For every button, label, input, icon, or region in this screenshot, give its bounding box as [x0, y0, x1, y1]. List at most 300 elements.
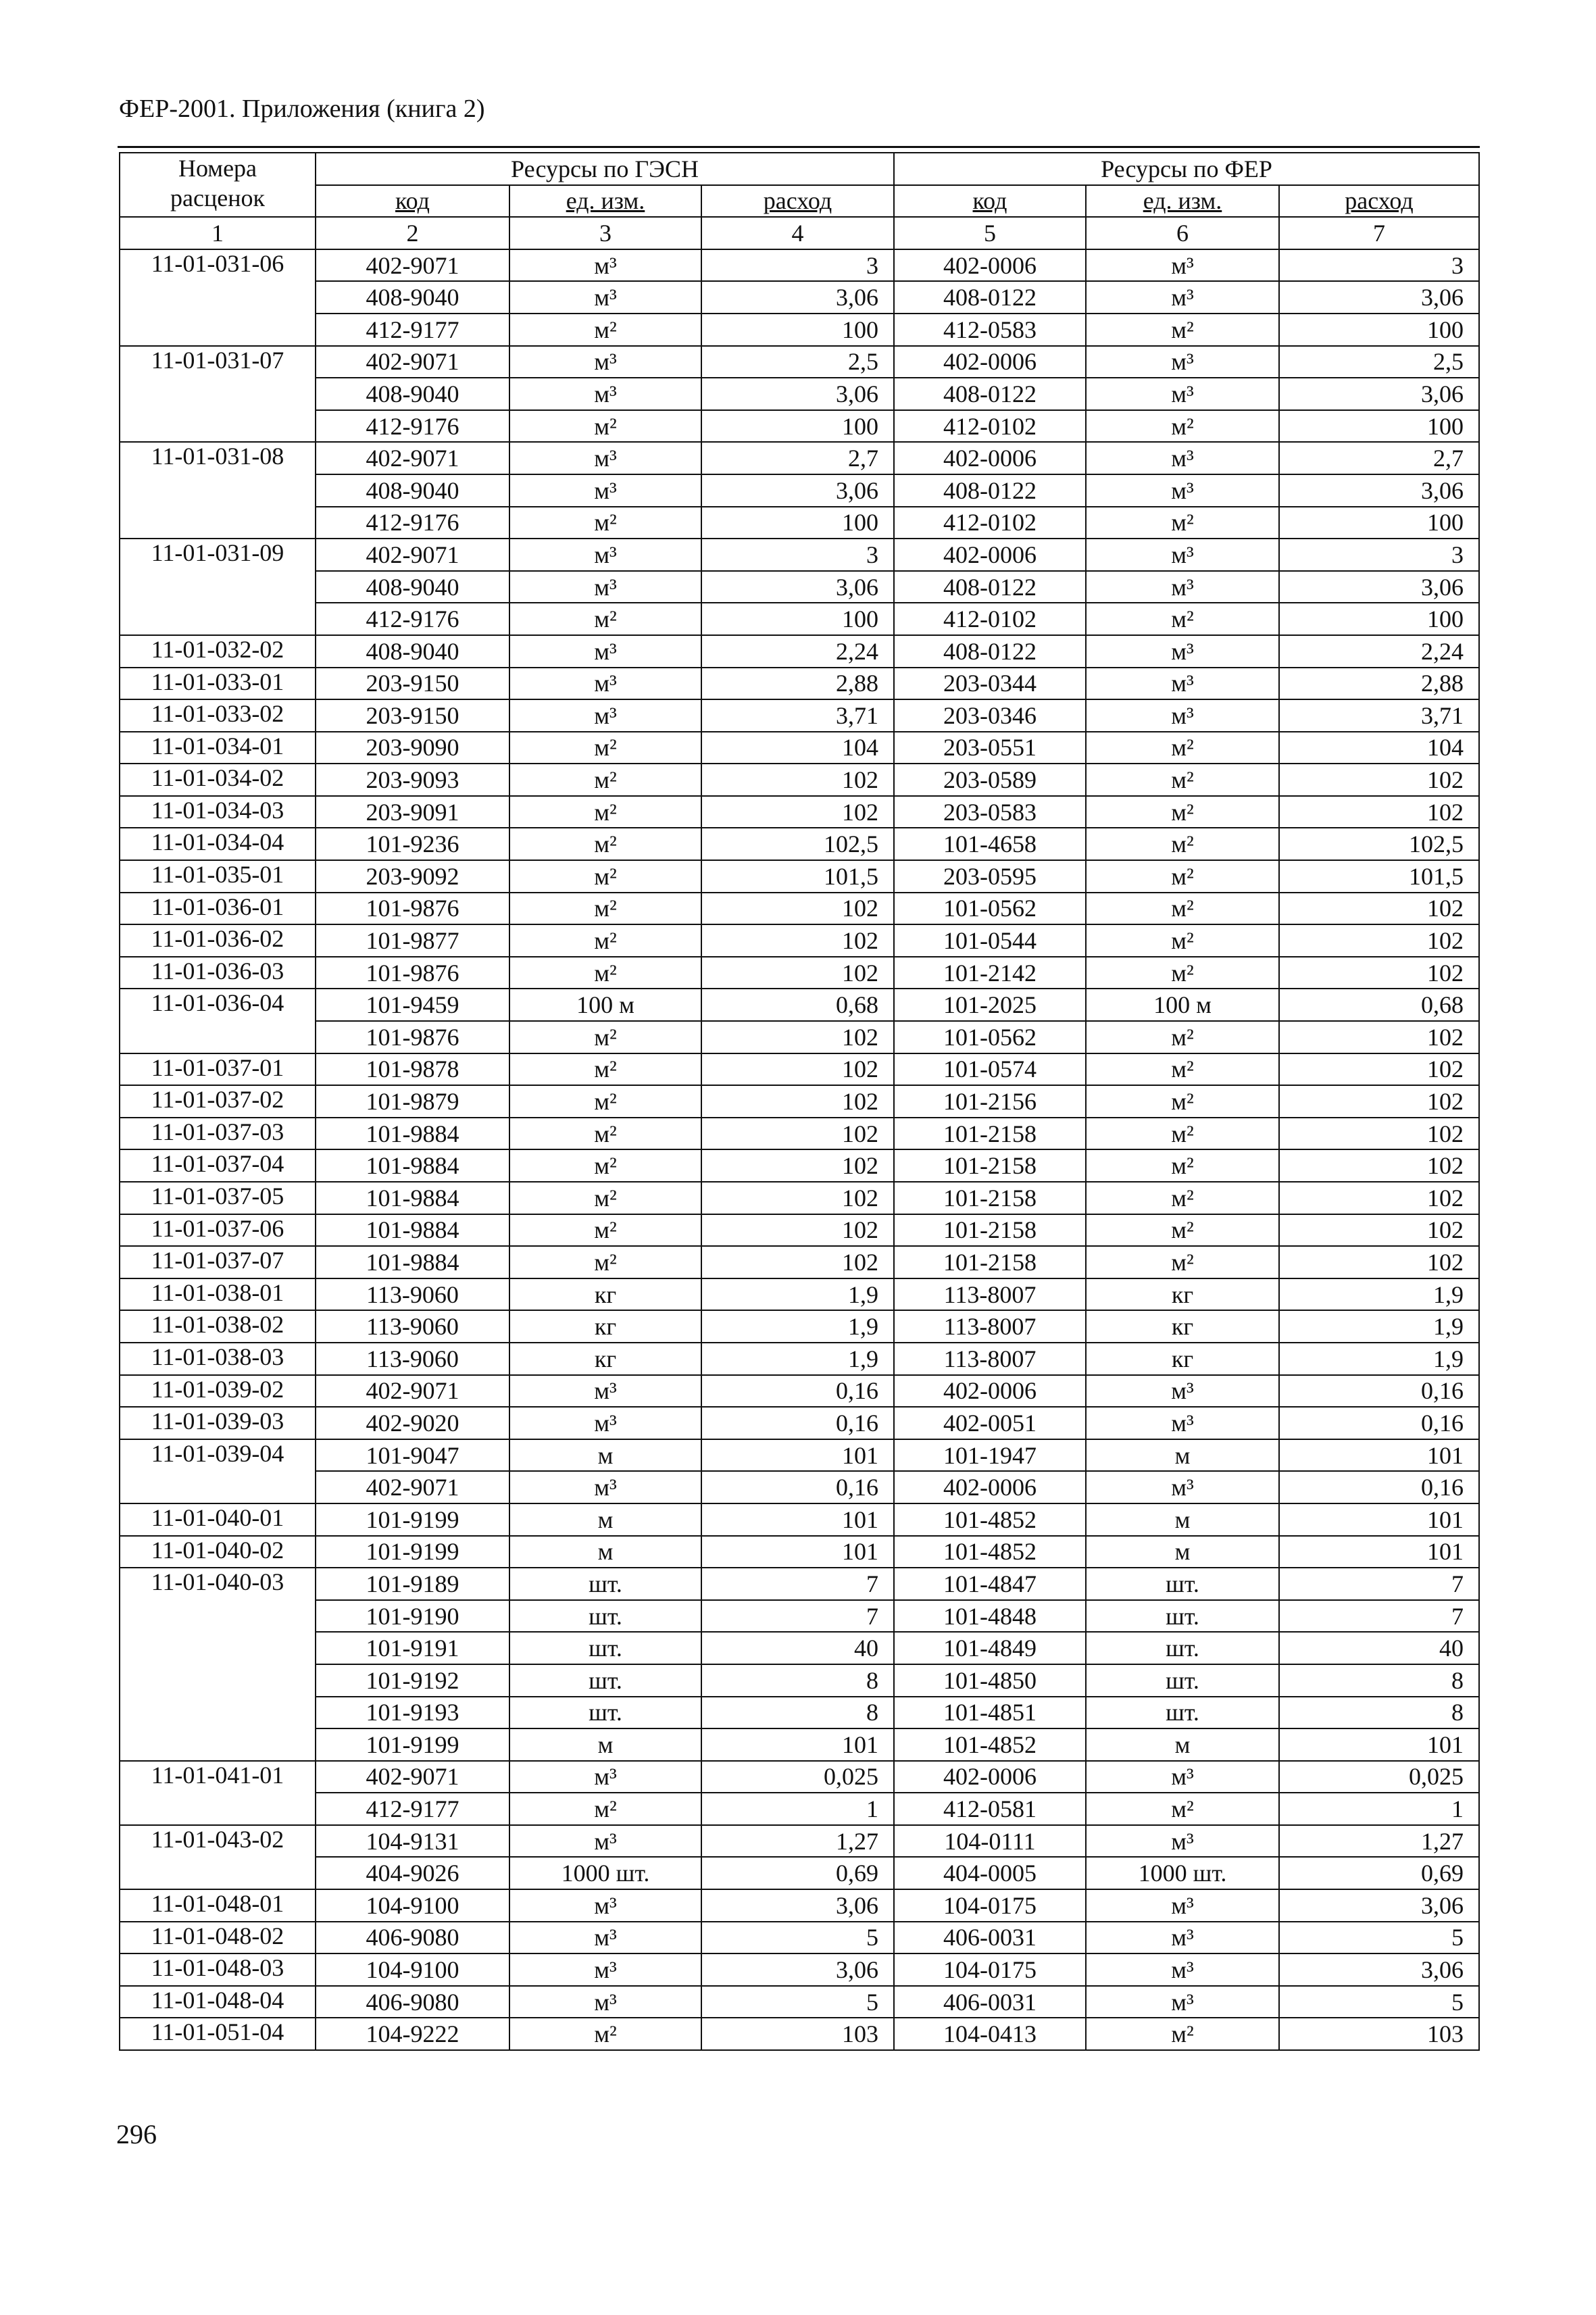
fer-consumption-cell: 0,16 — [1279, 1375, 1479, 1408]
table-row — [120, 1793, 1479, 1825]
fer-unit-cell: 1000 шт. — [1086, 1857, 1279, 1889]
gesn-consumption-cell: 102 — [701, 1085, 894, 1118]
fer-code-cell: 402-0006 — [894, 1761, 1086, 1793]
fer-unit-cell: м² — [1086, 860, 1279, 893]
gesn-code-cell: 408-9040 — [316, 378, 509, 410]
gesn-code-cell: 101-9236 — [316, 828, 509, 860]
fer-code-cell: 412-0583 — [894, 314, 1086, 346]
gesn-unit-cell: м³ — [509, 1375, 701, 1408]
fer-unit-cell: м³ — [1086, 442, 1279, 474]
gesn-consumption-cell: 102 — [701, 1182, 894, 1214]
gesn-consumption-cell: 102 — [701, 924, 894, 957]
fer-code-cell: 101-4848 — [894, 1600, 1086, 1633]
gesn-unit-cell: м³ — [509, 1889, 701, 1922]
fer-consumption-cell: 0,16 — [1279, 1407, 1479, 1439]
table-row — [120, 314, 1479, 346]
gesn-consumption-cell: 102 — [701, 1214, 894, 1247]
fer-consumption-cell: 101 — [1279, 1439, 1479, 1472]
rate-number-cell: 11-01-040-03 — [120, 1568, 316, 1761]
table-row — [120, 1053, 1479, 1086]
gesn-code-cell: 101-9199 — [316, 1536, 509, 1568]
gesn-consumption-cell: 100 — [701, 314, 894, 346]
fer-code-cell: 412-0102 — [894, 507, 1086, 539]
fer-code-cell: 408-0122 — [894, 635, 1086, 668]
gesn-code-cell: 203-9092 — [316, 860, 509, 893]
gesn-consumption-cell: 101,5 — [701, 860, 894, 893]
table-row — [120, 1118, 1479, 1150]
fer-consumption-cell: 102 — [1279, 1246, 1479, 1278]
fer-consumption-cell: 100 — [1279, 410, 1479, 443]
fer-code-cell: 101-0544 — [894, 924, 1086, 957]
gesn-code-cell: 104-9131 — [316, 1825, 509, 1858]
fer-code-cell: 101-4658 — [894, 828, 1086, 860]
table-row — [120, 1182, 1479, 1214]
fer-consumption-cell: 1,9 — [1279, 1310, 1479, 1343]
gesn-unit-cell: м³ — [509, 1986, 701, 2018]
table-row — [120, 442, 1479, 474]
gesn-unit-cell: 100 м — [509, 989, 701, 1021]
fer-code-cell: 101-2142 — [894, 957, 1086, 989]
gesn-unit-cell: м³ — [509, 249, 701, 282]
gesn-code-cell: 101-9191 — [316, 1632, 509, 1664]
gesn-code-cell: 113-9060 — [316, 1310, 509, 1343]
fer-consumption-cell: 1,9 — [1279, 1278, 1479, 1311]
fer-code-cell: 101-4850 — [894, 1664, 1086, 1697]
fer-code-cell: 402-0006 — [894, 249, 1086, 282]
fer-consumption-cell: 102 — [1279, 1085, 1479, 1118]
rate-number-cell: 11-01-031-08 — [120, 442, 316, 539]
table-row — [120, 1857, 1479, 1889]
gesn-consumption-cell: 102 — [701, 764, 894, 796]
table-row — [120, 893, 1479, 925]
gesn-code-cell: 203-9090 — [316, 732, 509, 764]
rate-number-cell: 11-01-038-01 — [120, 1278, 316, 1311]
table-row — [120, 668, 1479, 700]
gesn-code-cell: 412-9176 — [316, 410, 509, 443]
fer-code-cell: 101-0562 — [894, 1021, 1086, 1053]
rate-number-cell: 11-01-037-02 — [120, 1085, 316, 1118]
fer-unit-cell: кг — [1086, 1343, 1279, 1375]
fer-code-cell: 406-0031 — [894, 1986, 1086, 2018]
fer-unit-cell: м³ — [1086, 668, 1279, 700]
rate-number-cell: 11-01-031-09 — [120, 539, 316, 635]
fer-code-cell: 412-0581 — [894, 1793, 1086, 1825]
rate-number-cell: 11-01-037-03 — [120, 1118, 316, 1150]
gesn-consumption-cell: 3,06 — [701, 1889, 894, 1922]
gesn-code-cell: 101-9876 — [316, 1021, 509, 1053]
fer-unit-cell: м³ — [1086, 474, 1279, 507]
gesn-consumption-cell: 2,88 — [701, 668, 894, 700]
table-row — [120, 539, 1479, 571]
table-row — [120, 1503, 1479, 1536]
gesn-code-cell: 412-9177 — [316, 314, 509, 346]
fer-consumption-cell: 3,06 — [1279, 571, 1479, 603]
fer-code-cell: 203-0589 — [894, 764, 1086, 796]
fer-consumption-cell: 7 — [1279, 1568, 1479, 1600]
fer-code-cell: 101-4851 — [894, 1697, 1086, 1729]
table-row — [120, 732, 1479, 764]
gesn-consumption-cell: 103 — [701, 2018, 894, 2050]
gesn-consumption-cell: 1,9 — [701, 1343, 894, 1375]
table-row — [120, 1761, 1479, 1793]
gesn-code-cell: 402-9071 — [316, 346, 509, 378]
fer-code-cell: 104-0111 — [894, 1825, 1086, 1858]
table-body — [120, 249, 1479, 2050]
fer-unit-cell: м — [1086, 1439, 1279, 1472]
gesn-consumption-cell: 3,06 — [701, 1953, 894, 1986]
gesn-consumption-cell: 5 — [701, 1922, 894, 1954]
rate-number-cell: 11-01-037-04 — [120, 1149, 316, 1182]
gesn-unit-cell: м² — [509, 828, 701, 860]
header-rule — [118, 146, 1480, 148]
table-row — [120, 571, 1479, 603]
rate-number-cell: 11-01-043-02 — [120, 1825, 316, 1889]
fer-consumption-cell: 102 — [1279, 924, 1479, 957]
fer-code-cell: 408-0122 — [894, 378, 1086, 410]
fer-unit-cell: м³ — [1086, 378, 1279, 410]
rate-number-cell: 11-01-040-01 — [120, 1503, 316, 1536]
rate-number-cell: 11-01-039-02 — [120, 1375, 316, 1408]
gesn-code-cell: 408-9040 — [316, 281, 509, 314]
gesn-consumption-header: расход — [701, 185, 894, 218]
gesn-unit-cell: м² — [509, 1214, 701, 1247]
fer-consumption-cell: 102,5 — [1279, 828, 1479, 860]
table-row — [120, 378, 1479, 410]
fer-code-cell: 101-4847 — [894, 1568, 1086, 1600]
fer-consumption-cell: 102 — [1279, 764, 1479, 796]
resources-table — [119, 152, 1480, 2051]
gesn-unit-cell: м² — [509, 732, 701, 764]
fer-consumption-cell: 3,06 — [1279, 1889, 1479, 1922]
column-number: 2 — [316, 217, 509, 249]
gesn-consumption-cell: 0,69 — [701, 1857, 894, 1889]
fer-consumption-cell: 102 — [1279, 893, 1479, 925]
column-number: 3 — [509, 217, 701, 249]
gesn-unit-cell: м³ — [509, 378, 701, 410]
fer-consumption-cell: 2,88 — [1279, 668, 1479, 700]
rate-number-cell: 11-01-051-04 — [120, 2018, 316, 2050]
table-row — [120, 1922, 1479, 1954]
fer-consumption-cell: 102 — [1279, 1149, 1479, 1182]
fer-consumption-cell: 104 — [1279, 732, 1479, 764]
rate-number-cell: 11-01-048-04 — [120, 1986, 316, 2018]
gesn-consumption-cell: 1,9 — [701, 1310, 894, 1343]
fer-unit-cell: м³ — [1086, 1986, 1279, 2018]
rate-number-cell: 11-01-036-03 — [120, 957, 316, 989]
gesn-consumption-cell: 0,16 — [701, 1471, 894, 1503]
gesn-consumption-cell: 100 — [701, 603, 894, 635]
gesn-consumption-cell: 102 — [701, 796, 894, 828]
gesn-consumption-cell: 101 — [701, 1503, 894, 1536]
fer-consumption-cell: 102 — [1279, 1021, 1479, 1053]
rate-number-cell: 11-01-036-01 — [120, 893, 316, 925]
column-number: 1 — [120, 217, 316, 249]
gesn-unit-cell: м³ — [509, 474, 701, 507]
rate-number-cell: 11-01-040-02 — [120, 1536, 316, 1568]
gesn-unit-cell: м² — [509, 796, 701, 828]
gesn-code-cell: 101-9190 — [316, 1600, 509, 1633]
fer-consumption-cell: 101,5 — [1279, 860, 1479, 893]
gesn-consumption-cell: 102 — [701, 1246, 894, 1278]
gesn-unit-cell: м² — [509, 1118, 701, 1150]
fer-code-cell: 203-0344 — [894, 668, 1086, 700]
rate-number-cell: 11-01-037-05 — [120, 1182, 316, 1214]
fer-consumption-cell: 102 — [1279, 1182, 1479, 1214]
gesn-unit-cell: м³ — [509, 1922, 701, 1954]
fer-unit-cell: шт. — [1086, 1600, 1279, 1633]
gesn-code-cell: 402-9071 — [316, 539, 509, 571]
gesn-code-cell: 113-9060 — [316, 1278, 509, 1311]
fer-consumption-cell: 3,06 — [1279, 1953, 1479, 1986]
gesn-code-cell: 101-9879 — [316, 1085, 509, 1118]
gesn-code-cell: 203-9150 — [316, 699, 509, 732]
fer-code-cell: 406-0031 — [894, 1922, 1086, 1954]
fer-consumption-cell: 2,5 — [1279, 346, 1479, 378]
gesn-code-cell: 412-9176 — [316, 603, 509, 635]
gesn-unit-cell: шт. — [509, 1568, 701, 1600]
fer-unit-cell: м² — [1086, 893, 1279, 925]
fer-code-cell: 101-2158 — [894, 1214, 1086, 1247]
table-header — [120, 153, 1479, 249]
fer-code-cell: 402-0051 — [894, 1407, 1086, 1439]
gesn-code-cell: 101-9199 — [316, 1503, 509, 1536]
fer-consumption-cell: 5 — [1279, 1986, 1479, 2018]
gesn-unit-cell: м² — [509, 860, 701, 893]
gesn-unit-cell: м — [509, 1439, 701, 1472]
gesn-unit-cell: м³ — [509, 1761, 701, 1793]
fer-unit-cell: м³ — [1086, 281, 1279, 314]
table-row — [120, 1600, 1479, 1633]
table-row — [120, 1439, 1479, 1472]
fer-consumption-cell: 100 — [1279, 603, 1479, 635]
fer-consumption-cell: 0,68 — [1279, 989, 1479, 1021]
fer-unit-cell: м³ — [1086, 1375, 1279, 1408]
table-row — [120, 699, 1479, 732]
fer-code-cell: 101-2156 — [894, 1085, 1086, 1118]
fer-code-cell: 402-0006 — [894, 1375, 1086, 1408]
rate-number-cell: 11-01-036-04 — [120, 989, 316, 1053]
table-row — [120, 1536, 1479, 1568]
column-number: 4 — [701, 217, 894, 249]
rate-number-cell: 11-01-034-03 — [120, 796, 316, 828]
gesn-consumption-cell: 2,7 — [701, 442, 894, 474]
fer-unit-cell: м³ — [1086, 1407, 1279, 1439]
fer-code-cell: 101-4852 — [894, 1536, 1086, 1568]
table-row — [120, 281, 1479, 314]
fer-unit-cell: м² — [1086, 1182, 1279, 1214]
table-row — [120, 1728, 1479, 1761]
fer-consumption-cell: 0,16 — [1279, 1471, 1479, 1503]
gesn-consumption-cell: 1,9 — [701, 1278, 894, 1311]
table-row — [120, 828, 1479, 860]
table-row — [120, 1632, 1479, 1664]
fer-code-cell: 402-0006 — [894, 1471, 1086, 1503]
fer-consumption-cell: 3 — [1279, 539, 1479, 571]
gesn-consumption-cell: 3,06 — [701, 281, 894, 314]
fer-unit-cell: м³ — [1086, 1761, 1279, 1793]
gesn-code-cell: 412-9177 — [316, 1793, 509, 1825]
fer-unit-cell: м² — [1086, 924, 1279, 957]
rate-number-cell: 11-01-033-02 — [120, 699, 316, 732]
gesn-unit-cell: м² — [509, 764, 701, 796]
gesn-code-cell: 104-9222 — [316, 2018, 509, 2050]
table-row — [120, 1568, 1479, 1600]
fer-consumption-cell: 5 — [1279, 1922, 1479, 1954]
fer-unit-cell: м² — [1086, 957, 1279, 989]
rate-number-cell: 11-01-032-02 — [120, 635, 316, 668]
fer-unit-cell: м² — [1086, 507, 1279, 539]
gesn-unit-cell: м³ — [509, 442, 701, 474]
gesn-unit-cell: м² — [509, 410, 701, 443]
gesn-consumption-cell: 8 — [701, 1697, 894, 1729]
fer-code-header: код — [894, 185, 1086, 218]
fer-consumption-cell: 1 — [1279, 1793, 1479, 1825]
fer-code-cell: 101-2158 — [894, 1182, 1086, 1214]
fer-code-cell: 203-0595 — [894, 860, 1086, 893]
fer-consumption-cell: 3 — [1279, 249, 1479, 282]
gesn-code-cell: 412-9176 — [316, 507, 509, 539]
gesn-consumption-cell: 102 — [701, 1149, 894, 1182]
fer-unit-header: ед. изм. — [1086, 185, 1279, 218]
fer-consumption-cell: 100 — [1279, 507, 1479, 539]
gesn-consumption-cell: 3,06 — [701, 571, 894, 603]
fer-code-cell: 101-4852 — [894, 1503, 1086, 1536]
gesn-unit-cell: м³ — [509, 539, 701, 571]
gesn-code-cell: 203-9091 — [316, 796, 509, 828]
fer-unit-cell: м² — [1086, 796, 1279, 828]
gesn-consumption-cell: 0,16 — [701, 1407, 894, 1439]
rate-number-cell: 11-01-037-07 — [120, 1246, 316, 1278]
fer-consumption-cell: 3,71 — [1279, 699, 1479, 732]
fer-unit-cell: м² — [1086, 732, 1279, 764]
table-row — [120, 764, 1479, 796]
table-row — [120, 1664, 1479, 1697]
fer-consumption-cell: 0,025 — [1279, 1761, 1479, 1793]
gesn-unit-cell: м³ — [509, 699, 701, 732]
gesn-code-cell: 113-9060 — [316, 1343, 509, 1375]
rate-number-cell: 11-01-034-01 — [120, 732, 316, 764]
table-row — [120, 249, 1479, 282]
table-row — [120, 1375, 1479, 1408]
fer-consumption-cell: 2,7 — [1279, 442, 1479, 474]
fer-consumption-cell: 101 — [1279, 1536, 1479, 1568]
table-row — [120, 474, 1479, 507]
gesn-consumption-cell: 3 — [701, 539, 894, 571]
gesn-code-cell: 101-9193 — [316, 1697, 509, 1729]
fer-code-cell: 203-0551 — [894, 732, 1086, 764]
gesn-unit-cell: 1000 шт. — [509, 1857, 701, 1889]
fer-consumption-cell: 1,9 — [1279, 1343, 1479, 1375]
fer-unit-cell: м³ — [1086, 1889, 1279, 1922]
gesn-unit-cell: м — [509, 1536, 701, 1568]
gesn-consumption-cell: 1 — [701, 1793, 894, 1825]
fer-consumption-cell: 102 — [1279, 957, 1479, 989]
gesn-consumption-cell: 100 — [701, 410, 894, 443]
fer-code-cell: 113-8007 — [894, 1310, 1086, 1343]
fer-consumption-cell: 100 — [1279, 314, 1479, 346]
gesn-unit-cell: м² — [509, 603, 701, 635]
gesn-code-cell: 408-9040 — [316, 474, 509, 507]
gesn-unit-cell: м² — [509, 924, 701, 957]
rate-number-cell: 11-01-041-01 — [120, 1761, 316, 1825]
column-number: 5 — [894, 217, 1086, 249]
gesn-consumption-cell: 3,06 — [701, 474, 894, 507]
gesn-code-cell: 101-9459 — [316, 989, 509, 1021]
fer-unit-cell: м² — [1086, 828, 1279, 860]
fer-code-cell: 404-0005 — [894, 1857, 1086, 1889]
fer-code-cell: 412-0102 — [894, 410, 1086, 443]
fer-unit-cell: м — [1086, 1503, 1279, 1536]
gesn-consumption-cell: 3,71 — [701, 699, 894, 732]
gesn-code-cell: 101-9876 — [316, 957, 509, 989]
fer-code-cell: 412-0102 — [894, 603, 1086, 635]
rate-number-cell: 11-01-038-02 — [120, 1310, 316, 1343]
rate-number-cell: 11-01-039-03 — [120, 1407, 316, 1439]
fer-unit-cell: м² — [1086, 1246, 1279, 1278]
gesn-unit-cell: м² — [509, 2018, 701, 2050]
table-row — [120, 1310, 1479, 1343]
gesn-consumption-cell: 3,06 — [701, 378, 894, 410]
gesn-unit-cell: м³ — [509, 346, 701, 378]
fer-consumption-cell: 8 — [1279, 1664, 1479, 1697]
fer-consumption-cell: 101 — [1279, 1728, 1479, 1761]
gesn-unit-cell: м² — [509, 1793, 701, 1825]
fer-unit-cell: м² — [1086, 2018, 1279, 2050]
gesn-code-cell: 402-9071 — [316, 1375, 509, 1408]
fer-code-cell: 101-4852 — [894, 1728, 1086, 1761]
gesn-code-cell: 101-9884 — [316, 1149, 509, 1182]
fer-unit-cell: м² — [1086, 1214, 1279, 1247]
gesn-consumption-cell: 102,5 — [701, 828, 894, 860]
table-row — [120, 1278, 1479, 1311]
gesn-code-cell: 101-9884 — [316, 1118, 509, 1150]
fer-consumption-cell: 103 — [1279, 2018, 1479, 2050]
gesn-code-cell: 101-9884 — [316, 1246, 509, 1278]
gesn-code-header: код — [316, 185, 509, 218]
column-number-row — [120, 217, 1479, 249]
fer-code-cell: 402-0006 — [894, 442, 1086, 474]
gesn-unit-cell: м³ — [509, 668, 701, 700]
fer-consumption-cell: 3,06 — [1279, 281, 1479, 314]
table-row — [120, 410, 1479, 443]
gesn-unit-cell: м² — [509, 1149, 701, 1182]
gesn-code-cell: 402-9071 — [316, 1471, 509, 1503]
fer-code-cell: 203-0583 — [894, 796, 1086, 828]
gesn-code-cell: 408-9040 — [316, 571, 509, 603]
gesn-consumption-cell: 0,16 — [701, 1375, 894, 1408]
fer-unit-cell: м³ — [1086, 346, 1279, 378]
fer-unit-cell: м³ — [1086, 1922, 1279, 1954]
gesn-code-cell: 101-9884 — [316, 1214, 509, 1247]
table-row — [120, 860, 1479, 893]
gesn-code-cell: 408-9040 — [316, 635, 509, 668]
fer-code-cell: 113-8007 — [894, 1278, 1086, 1311]
table-row — [120, 1246, 1479, 1278]
gesn-unit-cell: шт. — [509, 1697, 701, 1729]
fer-unit-cell: м² — [1086, 764, 1279, 796]
gesn-code-cell: 101-9189 — [316, 1568, 509, 1600]
rate-number-cell: 11-01-048-02 — [120, 1922, 316, 1954]
gesn-unit-cell: м² — [509, 314, 701, 346]
gesn-unit-cell: м² — [509, 957, 701, 989]
rate-number-cell: 11-01-031-06 — [120, 249, 316, 346]
gesn-unit-cell: м² — [509, 1053, 701, 1086]
fer-unit-cell: м² — [1086, 1085, 1279, 1118]
gesn-code-cell: 402-9071 — [316, 1761, 509, 1793]
gesn-consumption-cell: 102 — [701, 1118, 894, 1150]
gesn-consumption-cell: 101 — [701, 1536, 894, 1568]
gesn-code-cell: 101-9877 — [316, 924, 509, 957]
